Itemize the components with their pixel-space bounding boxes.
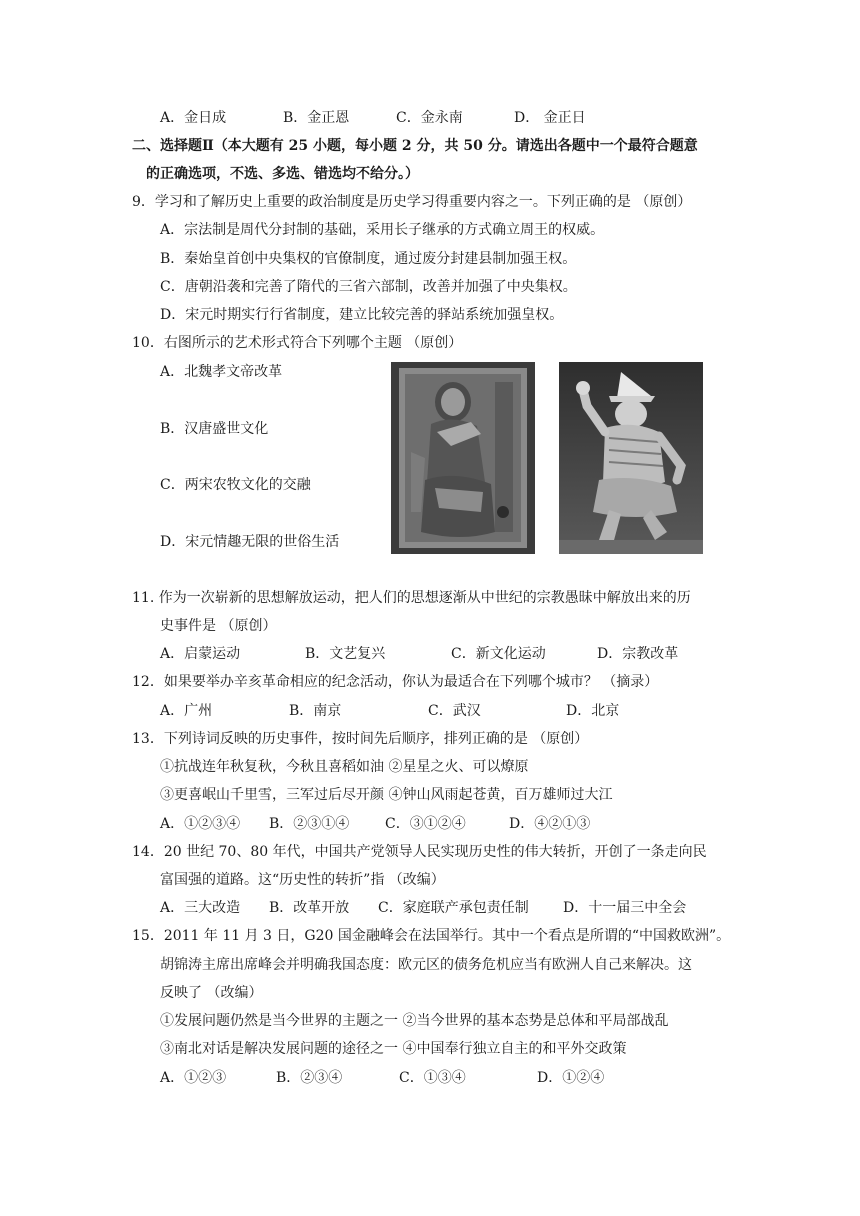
- q9-stem: 9．学习和了解历史上重要的政治制度是历史学习得重要内容之一。下列正确的是 （原创）: [132, 194, 692, 210]
- q15-statement-line-2: ③南北对话是解决发展问题的途径之一 ④中国奉行独立自主的和平外交政策: [160, 1041, 627, 1057]
- q14-option-c: C．家庭联产承包责任制: [378, 900, 529, 916]
- q15-option-a: A．①②③: [160, 1070, 227, 1086]
- q12-option-a: A．广州: [160, 703, 213, 719]
- q13-option-c: C．③①②④: [385, 816, 466, 832]
- q15-option-d: D．①②④: [537, 1070, 605, 1086]
- q9-option-d: D．宋元时期实行行省制度，建立比较完善的驿站系统加强皇权。: [160, 307, 564, 323]
- q13-stem: 13．下列诗词反映的历史事件，按时间先后顺序，排列正确的是 （原创）: [132, 731, 589, 747]
- q11-option-b: B．文艺复兴: [305, 646, 386, 662]
- stone-relief-image: [391, 362, 535, 554]
- q12-option-d: D．北京: [566, 703, 620, 719]
- dancing-figurine-image: [559, 362, 703, 554]
- q10-stem: 10．右图所示的艺术形式符合下列哪个主题 （原创）: [132, 335, 463, 351]
- q15-option-c: C．①③④: [399, 1070, 466, 1086]
- q15-option-b: B．②③④: [276, 1070, 343, 1086]
- q10-option-d: D．宋元情趣无限的世俗生活: [160, 534, 340, 550]
- q11-option-c: C．新文化运动: [451, 646, 546, 662]
- q15-statement-line-1: ①发展问题仍然是当今世界的主题之一 ②当今世界的基本态势是总体和平局部战乱: [160, 1013, 669, 1029]
- q9-option-b: B．秦始皇首创中央集权的官僚制度，通过废分封建县制加强王权。: [160, 251, 577, 267]
- q9-option-c: C．唐朝沿袭和完善了隋代的三省六部制，改善并加强了中央集权。: [160, 279, 577, 295]
- q15-stem-cont-2: 反映了 （改编）: [160, 985, 263, 1001]
- q11-stem-cont: 史事件是 （原创）: [160, 618, 277, 634]
- q14-option-a: A．三大改造: [160, 900, 241, 916]
- q13-option-b: B．②③①④: [269, 816, 350, 832]
- q8-option-d: D． 金正日: [514, 110, 586, 126]
- q14-stem-cont: 富国强的道路。这“历史性的转折”指 （改编）: [160, 872, 445, 888]
- q10-option-a: A．北魏孝文帝改革: [160, 364, 283, 380]
- q11-stem: 11. 作为一次崭新的思想解放运动，把人们的思想逐渐从中世纪的宗教愚昧中解放出来的历: [132, 590, 691, 606]
- q10-option-b: B．汉唐盛世文化: [160, 421, 269, 437]
- q9-option-a: A．宗法制是周代分封制的基础，采用长子继承的方式确立周王的权威。: [160, 222, 605, 238]
- q10-option-c: C．两宋农牧文化的交融: [160, 477, 311, 493]
- q8-option-a: A．金日成: [160, 110, 227, 126]
- q8-option-c: C．金永南: [396, 110, 463, 126]
- q8-option-b: B．金正恩: [283, 110, 350, 126]
- q13-poem-line-1: ①抗战连年秋复秋，今秋且喜稻如油 ②星星之火、可以燎原: [160, 759, 529, 775]
- q13-option-d: D．④②①③: [509, 816, 591, 832]
- q12-option-c: C．武汉: [428, 703, 481, 719]
- section-2-heading-cont: 的正确选项，不选、多选、错选均不给分。）: [146, 166, 419, 182]
- q11-option-d: D．宗教改革: [597, 646, 679, 662]
- q13-poem-line-2: ③更喜岷山千里雪，三军过后尽开颜 ④钟山风雨起苍黄，百万雄师过大江: [160, 787, 613, 803]
- q11-option-a: A．启蒙运动: [160, 646, 241, 662]
- q15-stem-cont-1: 胡锦涛主席出席峰会并明确我国态度：欧元区的债务危机应当有欧洲人自己来解决。这: [160, 957, 692, 973]
- q14-option-d: D．十一届三中全会: [563, 900, 687, 916]
- q14-option-b: B．改革开放: [269, 900, 350, 916]
- q14-stem: 14．20 世纪 70、80 年代，中国共产党领导人民实现历史性的伟大转折，开创了一条走向民: [132, 844, 707, 860]
- q12-option-b: B．南京: [289, 703, 342, 719]
- q13-option-a: A．①②③④: [160, 816, 241, 832]
- q12-stem: 12．如果要举办辛亥革命相应的纪念活动，你认为最适合在下列哪个城市？ （摘录）: [132, 674, 659, 690]
- section-2-heading: 二、选择题Ⅱ（本大题有 25 小题，每小题 2 分，共 50 分。请选出各题中一个最符合题意: [132, 138, 698, 154]
- q15-stem: 15．2011 年 11 月 3 日，G20 国金融峰会在法国举行。其中一个看点是所谓的“中国救欧洲”。: [132, 928, 731, 944]
